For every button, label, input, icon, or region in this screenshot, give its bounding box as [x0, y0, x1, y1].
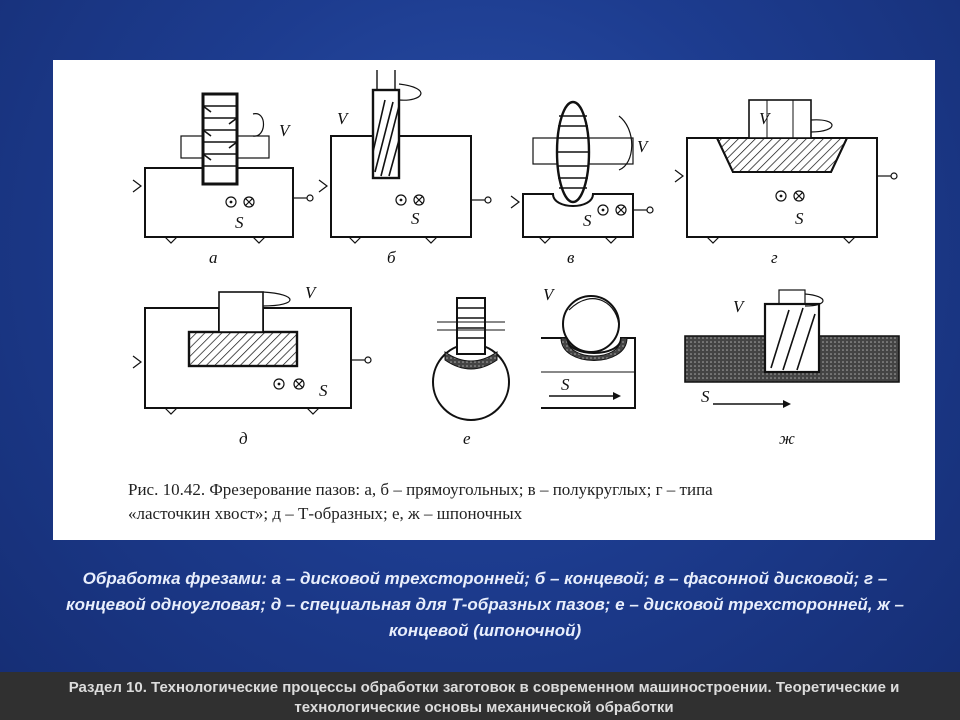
- feed-label-d: S: [319, 381, 328, 400]
- figure-panel: [53, 60, 935, 540]
- velocity-label-a: V: [279, 121, 290, 140]
- feed-label-a: S: [235, 213, 244, 232]
- label-zh: ж: [779, 429, 795, 448]
- label-g: г: [771, 248, 778, 267]
- sketch-d: [133, 283, 371, 448]
- sketch-b: [319, 70, 491, 267]
- feed-label-b: S: [411, 209, 420, 228]
- label-d: д: [239, 429, 248, 448]
- caption-line-2: «ласточкин хвост»; д – Т-образных; е, ж – шпоночных: [128, 504, 523, 523]
- footer-text: Раздел 10. Технологические процессы обработки заготовок в современном машиностроении. Теоретические и технологические основы механической обработки: [68, 679, 900, 716]
- velocity-label-zh: V: [733, 297, 744, 316]
- sketch-a: [133, 94, 313, 267]
- feed-label-e: S: [561, 375, 570, 394]
- label-v: в: [567, 248, 575, 267]
- feed-label-zh: S: [701, 387, 710, 406]
- slide-description: Обработка фрезами: а – дисковой трехсторонней; б – концевой; в – фасонной дисковой; г – концевой одноугловая; д – специальная для Т-образных пазов; е – дисковой трехсторонней, ж – концевой (шпоночной): [66, 569, 904, 640]
- caption-line-1: Рис. 10.42. Фрезерование пазов: а, б – прямоугольных; в – полукруглых; г – типа: [128, 480, 713, 499]
- velocity-label-b: V: [337, 109, 348, 128]
- velocity-label-d: V: [305, 283, 316, 302]
- feed-label-v: S: [583, 211, 592, 230]
- sketch-zh: [685, 290, 899, 448]
- sketch-g: [675, 100, 897, 267]
- label-b: б: [387, 248, 396, 267]
- sketch-e: [433, 285, 635, 448]
- figure-caption: [128, 478, 888, 526]
- sketch-v: [511, 102, 653, 267]
- feed-label-g: S: [795, 209, 804, 228]
- footer-bar: [0, 672, 960, 720]
- milling-diagram: [53, 60, 935, 540]
- velocity-label-v: V: [637, 137, 648, 156]
- label-a: а: [209, 248, 218, 267]
- label-e: е: [463, 429, 471, 448]
- velocity-label-g: V: [759, 109, 770, 128]
- velocity-label-e: V: [543, 285, 554, 304]
